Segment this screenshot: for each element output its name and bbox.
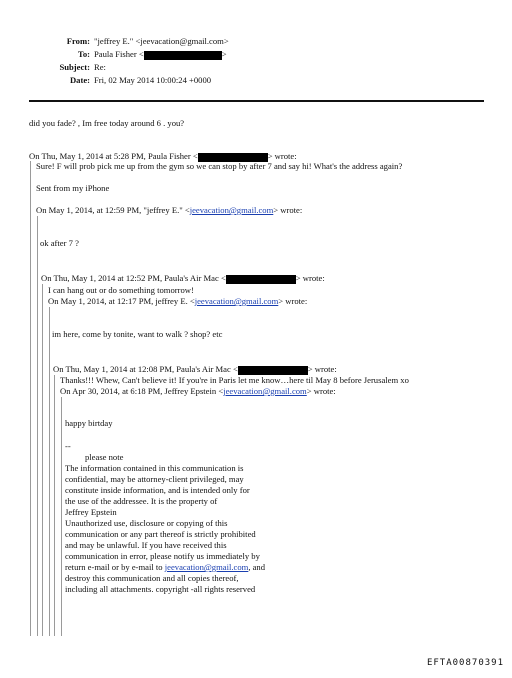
quote-header-4: On May 1, 2014, at 12:17 PM, jeffrey E. <jeevacation@gmail.com> wrote: bbox=[48, 296, 308, 306]
subject-value: Re: bbox=[94, 62, 106, 72]
from-label: From: bbox=[66, 36, 90, 46]
quote-text-3: I can hang out or do something tomorrow! bbox=[48, 285, 194, 295]
to-value bbox=[94, 49, 227, 60]
quote-header-5: On Thu, May 1, 2014 at 12:08 PM, Paula's Air Mac < > wrote: bbox=[53, 364, 337, 374]
to-label: To: bbox=[77, 49, 90, 59]
disclaimer-line: Jeffrey Epstein bbox=[65, 507, 117, 517]
quote-bar bbox=[30, 161, 31, 636]
signature-dash: -- bbox=[65, 441, 71, 451]
disclaimer-line: including all attachments. copyright -all rights reserved bbox=[65, 584, 256, 594]
document-id: EFTA00870391 bbox=[426, 658, 504, 668]
please-note: please note bbox=[85, 452, 124, 462]
message-line: did you fade? , Im free today around 6 . you? bbox=[29, 118, 185, 128]
email-link[interactable]: jeevacation@gmail.com bbox=[164, 562, 249, 572]
quote-bar bbox=[37, 216, 38, 636]
quote-bar bbox=[61, 397, 62, 636]
quote-text-2: ok after 7 ? bbox=[40, 238, 79, 248]
disclaimer-line: confidential, may be attorney-client privileged, may bbox=[65, 474, 244, 484]
quote-text-4: im here, come by tonite, want to walk ? shop? etc bbox=[52, 329, 223, 339]
quote-text-1: Sure! F will prob pick me up from the gym so we can stop by after 7 and say hi! What's the address again? bbox=[36, 161, 403, 171]
disclaimer-line: communication in error, please notify us immediately by bbox=[65, 551, 260, 561]
disclaimer-line: communication or any part thereof is strictly prohibited bbox=[65, 529, 256, 539]
quote-header-2: On May 1, 2014, at 12:59 PM, "jeffrey E." <jeevacation@gmail.com> wrote: bbox=[36, 205, 303, 215]
to-name: Paula Fisher < bbox=[94, 49, 144, 59]
redaction-box bbox=[144, 51, 222, 60]
email-link[interactable]: jeevacation@gmail.com bbox=[223, 386, 307, 396]
quote-bar bbox=[54, 375, 55, 636]
disclaimer-line: constitute inside information, and is intended only for bbox=[65, 485, 250, 495]
disclaimer-line: destroy this communication and all copies thereof, bbox=[65, 573, 239, 583]
quote-text-5: Thanks!!! Whew, Can't believe it! If you're in Paris let me know…here til May 8 before Jerusalem xo bbox=[60, 375, 409, 385]
date-label: Date: bbox=[69, 75, 90, 85]
to-tail: > bbox=[221, 49, 227, 59]
disclaimer-line: the use of the addressee. It is the property of bbox=[65, 496, 218, 506]
email-link[interactable]: jeevacation@gmail.com bbox=[194, 296, 279, 306]
redaction-box bbox=[226, 275, 296, 284]
date-value: Fri, 02 May 2014 10:00:24 +0000 bbox=[94, 75, 212, 85]
quote-header-1: On Thu, May 1, 2014 at 5:28 PM, Paula Fisher < > wrote: bbox=[29, 151, 297, 161]
quote-bar bbox=[49, 307, 50, 636]
quote-header-3: On Thu, May 1, 2014 at 12:52 PM, Paula's Air Mac < > wrote: bbox=[41, 273, 325, 283]
disclaimer-line: and may be unlawful. If you have received this bbox=[65, 540, 227, 550]
header-divider bbox=[29, 100, 484, 102]
disclaimer-line: return e-mail or by e-mail to jeevacation@gmail.com, and bbox=[65, 562, 266, 572]
sent-signature: Sent from my iPhone bbox=[36, 183, 110, 193]
disclaimer-line: Unauthorized use, disclosure or copying of this bbox=[65, 518, 228, 528]
from-value: "jeffrey E." <jeevacation@gmail.com> bbox=[94, 36, 229, 46]
email-link[interactable]: jeevacation@gmail.com bbox=[189, 205, 274, 215]
quote-text-6: happy birtday bbox=[65, 418, 113, 428]
disclaimer-line: The information contained in this communication is bbox=[65, 463, 244, 473]
quote-bar bbox=[42, 284, 43, 636]
redaction-box bbox=[238, 366, 308, 375]
subject-label: Subject: bbox=[59, 62, 90, 72]
quote-header-6: On Apr 30, 2014, at 6:18 PM, Jeffrey Epstein <jeevacation@gmail.com> wrote: bbox=[60, 386, 336, 396]
